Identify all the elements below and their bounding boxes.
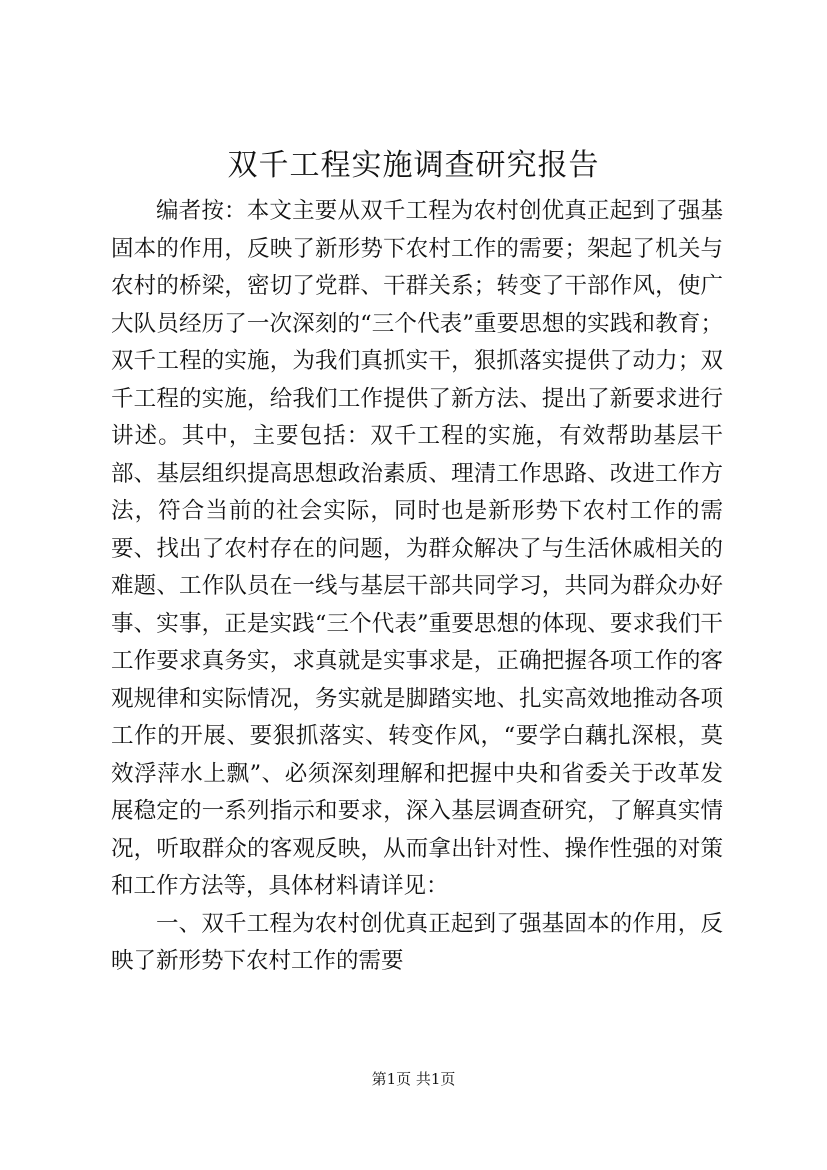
document-body xyxy=(111,193,723,981)
section-heading-paragraph: 一、双千工程为农村创优真正起到了强基固本的作用，反映了新形势下农村工作的需要 xyxy=(111,910,723,974)
editor-note-paragraph: 编者按：本文主要从双千工程为农村创优真正起到了强基固本的作用，反映了新形势下农村工作的需要；架起了机关与农村的桥梁，密切了党群、干群关系；转变了干部作风，使广大队员经历了一次深刻的“三个代表”重要思想的实践和教育；双千工程的实施，为我们真抓实干，狠抓落实提供了动力；双千工程的实施，给我们工作提供了新方法、提出了新要求进行讲述。其中，主要包括：双千工程的实施，有效帮助基层干部、基层组织提高思想政治素质、理清工作思路、改进工作方法，符合当前的社会实际，同时也是新形势下农村工作的需要、找出了农村存在的问题，为群众解决了与生活休戚相关的难题、工作队员在一线与基层干部共同学习，共同为群众办好事、实事，正是实践“三个代表”重要思想的体现、要求我们干工作要求真务实，求真就是实事求是，正确把握各项工作的客观规律和实际情况，务实就是脚踏实地、扎实高效地推动各项工作的开展、要狠抓落实、转变作风，“要学白藕扎深根，莫效浮萍水上飘”、必须深刻理解和把握中央和省委关于改革发展稳定的一系列指示和要求，深入基层调查研究，了解真实情况，听取群众的客观反映，从而拿出针对性、操作性强的对策和工作方法等，具体材料请详见： xyxy=(111,198,723,899)
page-number-footer: 第1页 共1页 xyxy=(371,1070,456,1088)
page-title: 双千工程实施调查研究报告 xyxy=(227,148,600,183)
